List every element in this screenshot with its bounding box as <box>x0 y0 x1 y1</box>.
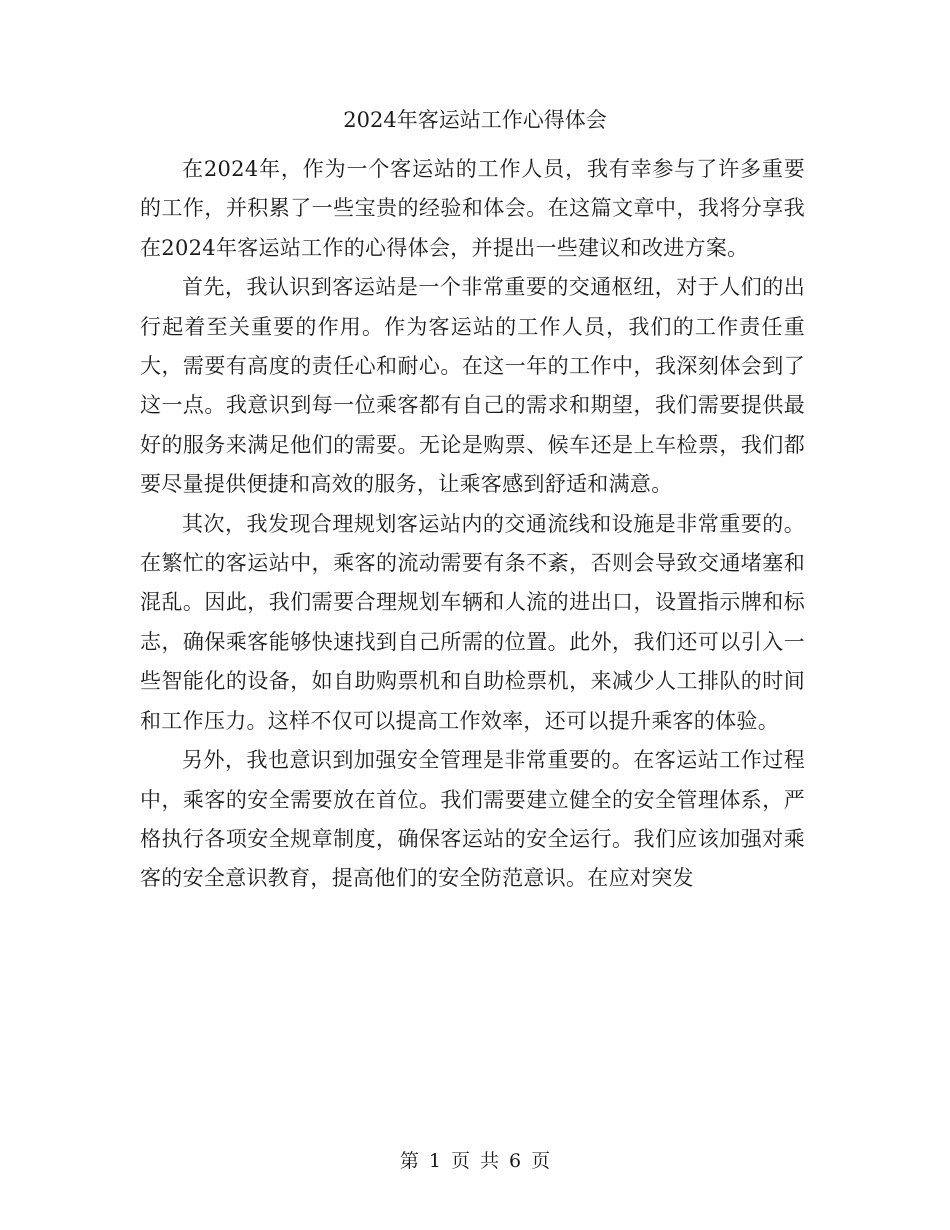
page-number-footer: 第 1 页 共 6 页 <box>399 1150 551 1172</box>
document-body <box>140 150 805 899</box>
paragraph-first-point: 首先，我认识到客运站是一个非常重要的交通枢纽，对于人们的出行起着至关重要的作用。作为客运站的工作人员，我们的工作责任重大，需要有高度的责任心和耐心。在这一年的工作中，我深刻体会到了这一点。我意识到每一位乘客都有自己的需求和期望，我们需要提供最好的服务来满足他们的需要。无论是购票、候车还是上车检票，我们都要尽量提供便捷和高效的服务，让乘客感到舒适和满意。 <box>140 275 805 497</box>
document-title: 2024年客运站工作心得体会 <box>343 108 607 132</box>
paragraph-third-point: 另外，我也意识到加强安全管理是非常重要的。在客运站工作过程中，乘客的安全需要放在首位。我们需要建立健全的安全管理体系，严格执行各项安全规章制度，确保客运站的安全运行。我们应该加强对乘客的安全意识教育，提高他们的安全防范意识。在应对突发 <box>140 748 805 891</box>
paragraph-second-point: 其次，我发现合理规划客运站内的交通流线和设施是非常重要的。在繁忙的客运站中，乘客的流动需要有条不紊，否则会导致交通堵塞和混乱。因此，我们需要合理规划车辆和人流的进出口，设置指示牌和标志，确保乘客能够快速找到自己所需的位置。此外，我们还可以引入一些智能化的设备，如自助购票机和自助检票机，来减少人工排队的时间和工作压力。这样不仅可以提高工作效率，还可以提升乘客的体验。 <box>140 511 805 733</box>
paragraph-intro: 在2024年，作为一个客运站的工作人员，我有幸参与了许多重要的工作，并积累了一些宝贵的经验和体会。在这篇文章中，我将分享我在2024年客运站工作的心得体会，并提出一些建议和改进方案。 <box>140 157 805 260</box>
